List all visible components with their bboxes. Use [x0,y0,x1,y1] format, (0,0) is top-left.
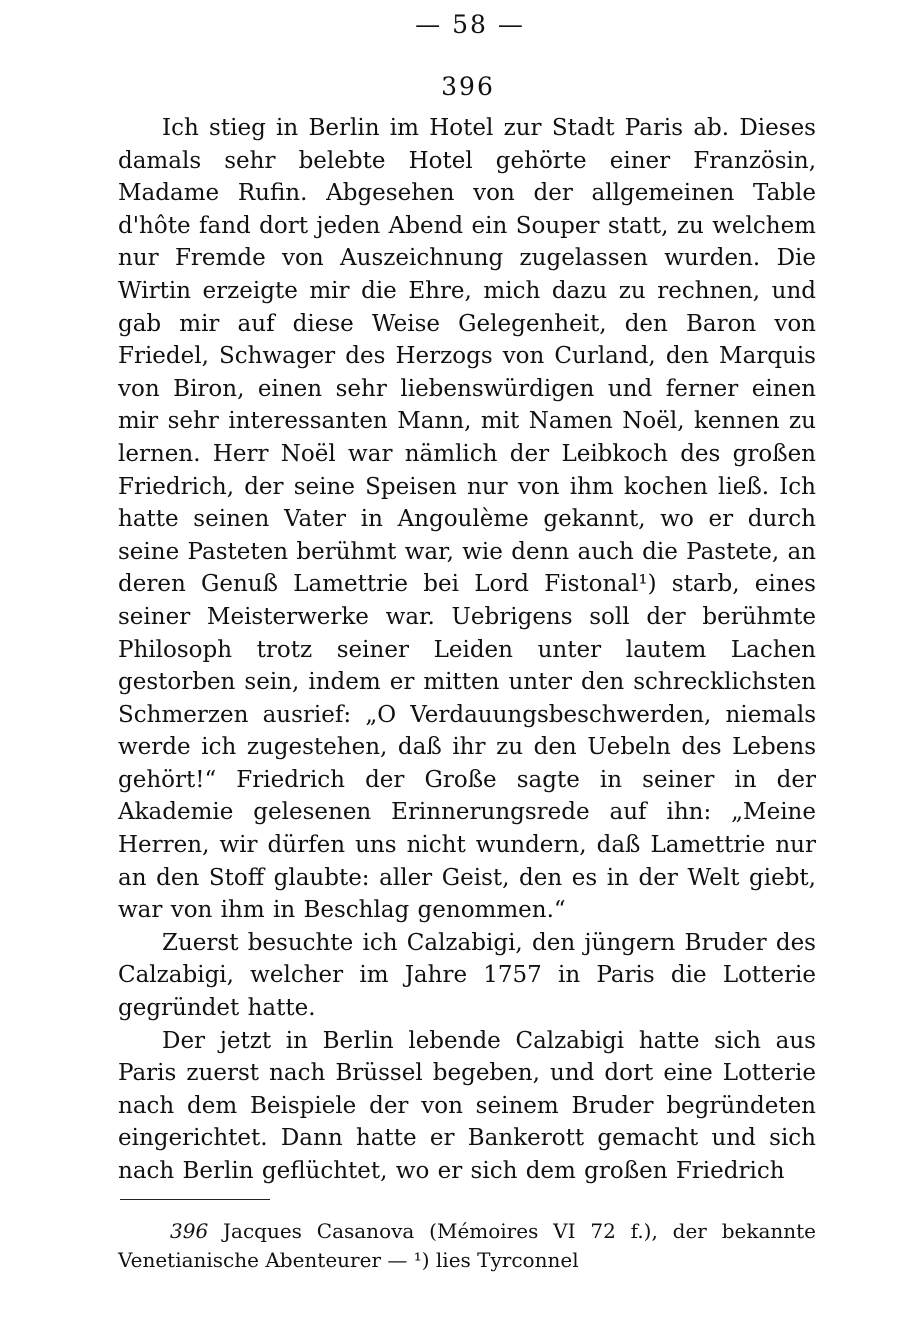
footnote-text: Jacques Casanova (Mémoires VI 72 f.), der bekannte Venetianische Abenteurer — ¹) lies Tyrconnel [118,1219,817,1272]
footnote [118,1217,816,1275]
footnote-number: 396 [170,1219,224,1243]
footnote-divider [120,1199,270,1200]
paragraph: Der jetzt in Berlin lebende Calzabigi hatte sich aus Paris zuerst nach Brüssel begeben, und dort eine Lotterie nach dem Beispiele der von seinem Bruder begründeten eingerichtet. Dann hatte er Bankerott gemacht und sich nach Berlin geflüchtet, wo er sich dem großen Friedrich [118,1027,816,1184]
body-text [118,112,816,1188]
paragraph: Ich stieg in Berlin im Hotel zur Stadt Paris ab. Dieses damals sehr belebte Hotel gehörte einer Französin, Madame Rufin. Abgesehen von der allgemeinen Table d'hôte fand dort jeden Abend ein Souper statt, zu welchem nur Fremde von Auszeichnung zugelassen wurden. Die Wirtin erzeigte mir die Ehre, mich dazu zu rechnen, und gab mir auf diese Weise Gelegenheit, den Baron von Friedel, Schwager des Herzogs von Curland, den Marquis von Biron, einen sehr liebenswürdigen und ferner einen mir sehr interessanten Mann, mit Namen Noël, kennen zu lernen. Herr Noël war nämlich der Leibkoch des großen Friedrich, der seine Speisen nur von ihm kochen ließ. Ich hatte seinen Vater in Angoulème gekannt, wo er durch seine Pasteten berühmt war, wie denn auch die Pastete, an deren Genuß Lamettrie bei Lord Fistonal¹) starb, eines seiner Meisterwerke war. Uebrigens soll der berühmte Philosoph trotz seiner Leiden unter lautem Lachen gestorben sein, indem er mitten unter den schrecklichsten Schmerzen ausrief: „O Verdauungsbeschwerden, niemals werde ich zugestehen, daß ihr zu den Uebeln des Lebens gehört!“ Friedrich der Große sagte in seiner in der Akademie gelesenen Erinnerungsrede auf ihn: „Meine Herren, wir dürfen uns nicht wundern, daß Lamettrie nur an den Stoff glaubte: aller Geist, den es in der Welt giebt, war von ihm in Beschlag genommen.“ [118,115,816,924]
entry-number: 396 [441,72,495,101]
page-number: — 58 — [415,10,525,39]
paragraph: Zuerst besuchte ich Calzabigi, den jüngern Bruder des Calzabigi, welcher im Jahre 1757 in Paris die Lotterie gegründet hatte. [118,929,816,1022]
